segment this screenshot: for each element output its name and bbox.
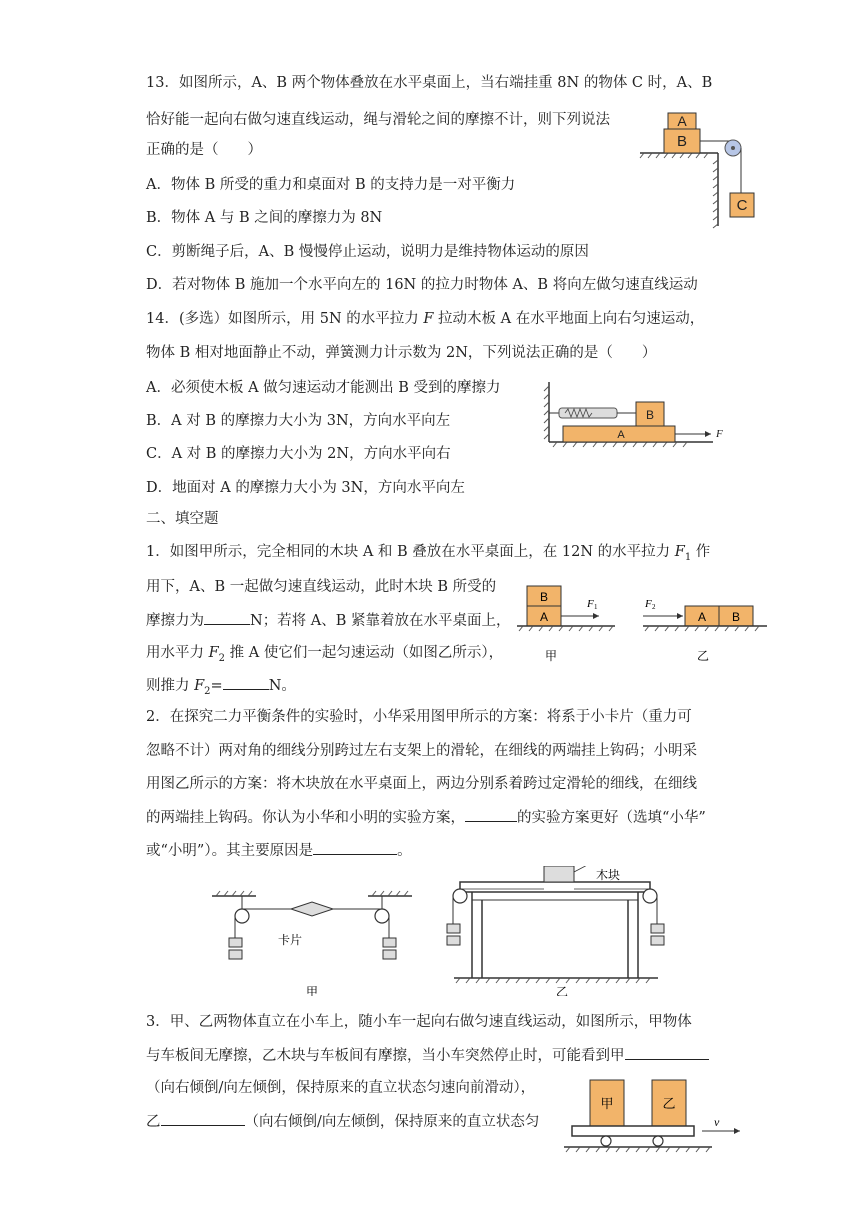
weight-icon <box>651 936 664 945</box>
label-yi: 乙 <box>555 985 569 996</box>
q13-option-a: A．物体 B 所受的重力和桌面对 B 的支持力是一对平衡力 <box>146 177 516 193</box>
f1-blank-2[interactable] <box>223 675 269 690</box>
f3-line-1: 3．甲、乙两物体直立在小车上，随小车一起向右做匀速直线运动，如图所示，甲物体 <box>146 1014 692 1030</box>
label-jia: 甲 <box>600 1097 614 1112</box>
label-block: 木块 <box>596 868 621 882</box>
q14-figure <box>543 380 743 450</box>
f3-blank-2[interactable] <box>161 1111 245 1126</box>
f1-line-2: 用下，A、B 一起做匀速直线运动，此时木块 B 所受的 <box>146 579 497 595</box>
weight-icon <box>229 938 242 947</box>
label-jia: 甲 <box>544 649 558 663</box>
f2-figure <box>208 866 683 996</box>
q13-option-d: D．若对物体 B 施加一个水平向左的 16N 的拉力时物体 A、B 将向左做匀速直线运动 <box>146 277 698 293</box>
label-v: v <box>714 1115 720 1129</box>
f2-line-2: 忽略不计）两对角的细线分别跨过左右支架上的滑轮，在细线的两端挂上钩码；小明采 <box>146 743 697 759</box>
q13-option-b: B．物体 A 与 B 之间的摩擦力为 8N <box>146 210 383 226</box>
wheel-icon <box>601 1136 611 1146</box>
pulley-icon <box>643 889 657 903</box>
f3-blank-1[interactable] <box>625 1045 709 1060</box>
label-f: F <box>716 428 723 440</box>
f2-line-4: 的两端挂上钩码。你认为小华和小明的实验方案， 的实验方案更好（选填“小华” <box>146 807 706 828</box>
q13-figure <box>638 108 760 230</box>
label-a: A <box>697 610 707 624</box>
f1-figure <box>515 578 770 668</box>
label-card: 卡片 <box>277 933 303 947</box>
q14-line-2: 物体 B 相对地面静止不动，弹簧测力计示数为 2N，下列说法正确的是（ ） <box>146 345 657 361</box>
f3-line-4: 乙 （向右倾倒/向左倾倒，保持原来的直立状态匀 <box>146 1111 539 1132</box>
pulley-icon <box>375 909 389 923</box>
label-a: A <box>677 113 687 129</box>
label-yi: 乙 <box>662 1097 676 1112</box>
f1-line-5: 则推力 $F_2= N$。 <box>146 675 296 702</box>
f2-line-3: 用图乙所示的方案：将木块放在水平桌面上，两边分别系着跨过定滑轮的细线，在细线 <box>146 776 697 792</box>
label-jia: 甲 <box>305 985 319 996</box>
weight-icon <box>651 924 664 933</box>
f3-line-3: （向右倾倒/向左倾倒，保持原来的直立状态匀速向前滑动）， <box>146 1080 536 1096</box>
label-f1: F <box>587 598 594 610</box>
q14-line-1: 14．(多选）如图所示，用 5N 的水平拉力 F 拉动木板 A 在水平地面上向右匀速运动， <box>146 311 705 327</box>
label-c: C <box>736 197 748 214</box>
weight-icon <box>447 936 460 945</box>
label-b: B <box>731 610 741 624</box>
f2-line-5: 或“小明”）。其主要原因是 。 <box>146 840 412 861</box>
q14-option-c: C．A 对 B 的摩擦力大小为 2N，方向水平向右 <box>146 446 451 462</box>
card-shape <box>291 902 333 916</box>
f1-line-3: 摩擦力为 N；若将 A、B 紧靠着放在水平桌面上， <box>146 610 511 631</box>
table-top <box>460 882 650 892</box>
svg-text:2: 2 <box>652 603 656 611</box>
label-b: B <box>676 133 688 150</box>
q13-line-1: 13．如图所示，A、B 两个物体叠放在水平桌面上，当右端挂重 8N 的物体 C 时，A、B <box>146 75 713 91</box>
label-f2: F <box>645 598 652 610</box>
wheel-icon <box>653 1136 663 1146</box>
cart-board <box>572 1126 694 1136</box>
weight-icon <box>229 950 242 959</box>
q14-option-d: D．地面对 A 的摩擦力大小为 3N，方向水平向左 <box>146 480 465 496</box>
f1-line-4: 用水平力 $F_2$ 推 A 使它们一起匀速运动（如图乙所示）， <box>146 645 504 664</box>
weight-icon <box>383 950 396 959</box>
pulley-icon <box>453 889 467 903</box>
q14-option-b: B．A 对 B 的摩擦力大小为 3N，方向水平向左 <box>146 413 451 429</box>
f3-figure <box>562 1076 752 1156</box>
label-a: A <box>539 610 549 624</box>
label-b: B <box>645 408 655 422</box>
svg-text:1: 1 <box>594 603 598 611</box>
weight-icon <box>383 938 396 947</box>
f2-blank-1[interactable] <box>465 807 517 822</box>
f1-blank-1[interactable] <box>204 610 250 625</box>
wood-block <box>544 866 574 882</box>
f3-line-2: 与车板间无摩擦，乙木块与车板间有摩擦，当小车突然停止时，可能看到甲 <box>146 1045 709 1066</box>
q14-option-a: A．必须使木板 A 做匀速运动才能测出 B 受到的摩擦力 <box>146 380 501 396</box>
pulley-icon <box>235 909 249 923</box>
label-a: A <box>617 429 625 441</box>
q13-option-c: C．剪断绳子后，A、B 慢慢停止运动，说明力是维持物体运动的原因 <box>146 244 589 260</box>
f2-blank-2[interactable] <box>313 840 397 855</box>
label-b: B <box>539 590 549 604</box>
q13-line-2: 恰好能一起向右做匀速直线运动，绳与滑轮之间的摩擦不计，则下列说法 <box>146 112 610 128</box>
f2-line-1: 2．在探究二力平衡条件的实验时，小华采用图甲所示的方案：将系于小卡片（重力可 <box>146 709 692 725</box>
q13-line-3: 正确的是（ ） <box>146 142 262 158</box>
section-title: 二、填空题 <box>146 511 219 527</box>
label-yi: 乙 <box>696 649 710 663</box>
weight-icon <box>447 924 460 933</box>
f1-line-1: 1．如图甲所示，完全相同的木块 A 和 B 叠放在水平桌面上，在 12N 的水平拉力 $F_1$ 作 <box>146 544 711 563</box>
